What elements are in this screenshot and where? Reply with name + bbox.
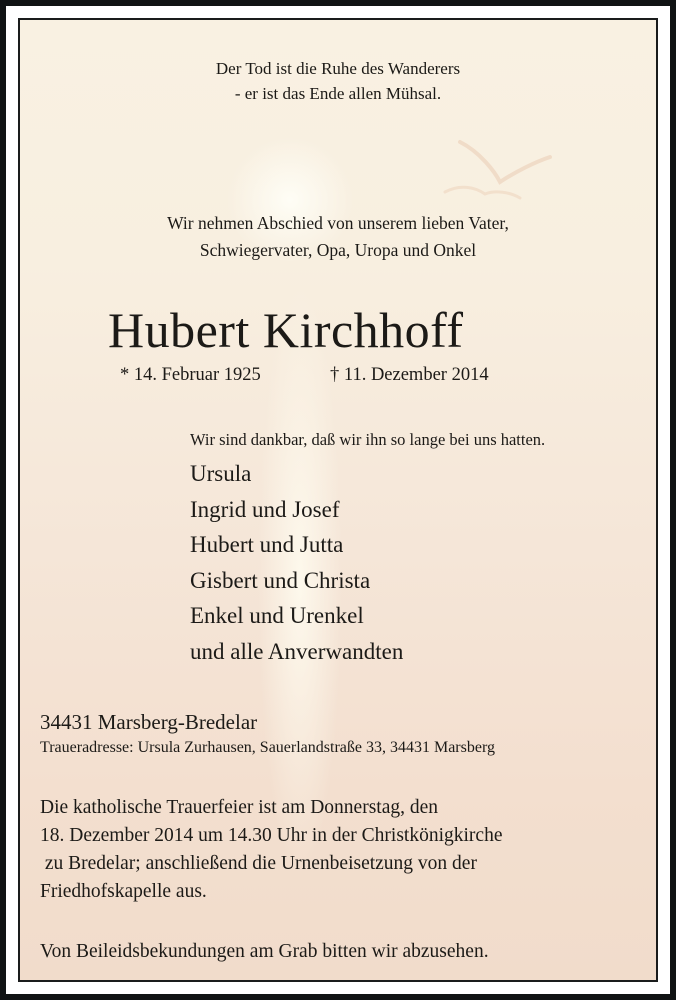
ceremony-line: Friedhofskapelle aus. — [40, 881, 207, 902]
mourner-entry: Ingrid und Josef — [190, 496, 340, 522]
farewell-intro — [20, 210, 656, 264]
quote-line: - er ist das Ende allen Mühsal. — [234, 84, 442, 103]
birth-date: * 14. Februar 1925 — [120, 365, 261, 385]
mourner-entry: Hubert und Jutta — [190, 532, 344, 557]
ceremony-line: zu Bredelar; anschließend die Urnenbeisetzung von der — [40, 853, 477, 874]
ceremony-line: 18. Dezember 2014 um 14.30 Uhr in der Christkönigkirche — [40, 825, 503, 846]
mourner-entry: Ursula — [190, 461, 252, 486]
condolence-note: Von Beileidsbekundungen am Grab bitten wir abzusehen. — [40, 941, 489, 962]
quote-line: Der Tod ist die Ruhe des Wanderers — [215, 59, 461, 78]
deceased-name: Hubert Kirchhoff — [108, 302, 464, 358]
death-date: † 11. Dezember 2014 — [330, 365, 489, 385]
flying-birds-decoration-icon — [440, 132, 600, 212]
intro-line: Wir nehmen Abschied von unserem lieben Vater, — [167, 213, 509, 233]
intro-line: Schwiegervater, Opa, Uropa und Onkel — [199, 240, 477, 260]
gratitude-line: Wir sind dankbar, daß wir ihn so lange bei uns hatten. — [190, 430, 546, 449]
mourners-list — [190, 456, 403, 669]
ceremony-line: Die katholische Trauerfeier ist am Donnerstag, den — [40, 797, 439, 818]
mourner-entry: Enkel und Urenkel — [190, 603, 364, 628]
epitaph-quote — [20, 56, 656, 106]
mourner-entry: und alle Anverwandten — [190, 638, 404, 664]
residence-place: 34431 Marsberg-Bredelar — [40, 710, 258, 734]
obituary-card — [18, 18, 658, 982]
mourner-entry: Gisbert und Christa — [190, 567, 371, 593]
funeral-service-info — [40, 794, 503, 906]
mourning-address: Traueradresse: Ursula Zurhausen, Sauerlandstraße 33, 34431 Marsberg — [40, 739, 495, 756]
